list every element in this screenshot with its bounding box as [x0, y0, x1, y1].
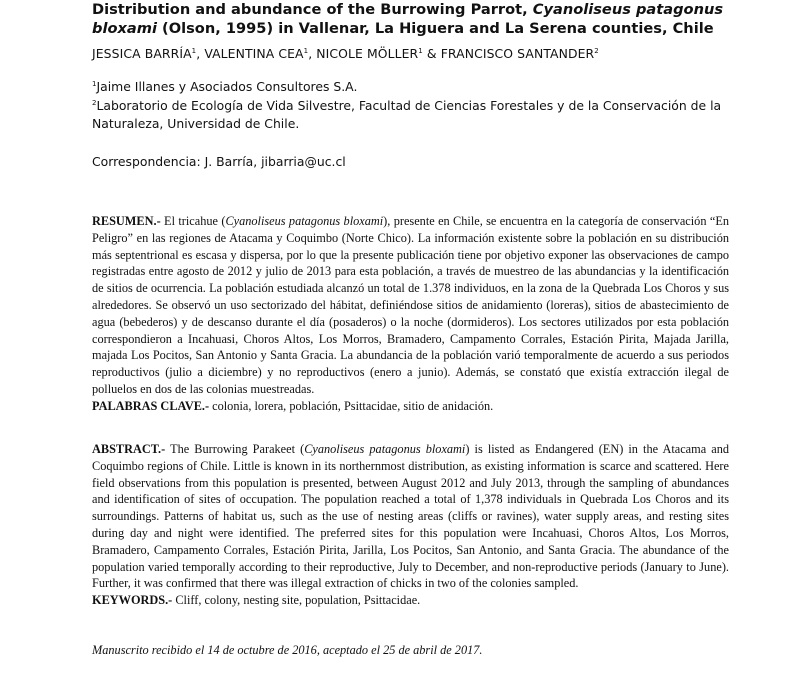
author-2: VALENTINA CEA$^1$,	[204, 46, 317, 61]
received-date-note: Manuscrito recibido el 14 de octubre de 2016, aceptado el 25 de abril de 2017.	[92, 643, 483, 657]
paper-title	[92, 0, 752, 38]
palabras-clave-heading: PALABRAS CLAVE.-	[92, 398, 210, 413]
resumen-section	[92, 213, 729, 415]
resumen-heading: RESUMEN.-	[92, 214, 161, 228]
title-part-1: Distribution and abundance of the Burrowing Parrot,	[92, 1, 533, 18]
abstract-section	[92, 441, 729, 609]
affiliation-2: $^2$Laboratorio de Ecología de Vida Silvestre, Facultad de Ciencias Forestales y de la Conservación de la Naturaleza, Universidad de Chile.	[92, 97, 722, 131]
abstract-species-name: Cyanoliseus patagonus bloxami	[304, 442, 466, 456]
resumen-paragraph: RESUMEN.- El tricahue (Cyanoliseus patagonus bloxami), presente en Chile, se encuentra en la categoría de conservación “En Peligro” en las regiones de Atacama y Coquimbo (Norte Chico). La información existente sobre la población en su distribución más septentrional es escasa y dispersa, por lo que la presente publicación tiene por objetivo exponer las observaciones de campo registradas entre agosto de 2012 y julio de 2013 para esta población, a través de muestreo de las abundancias y la identificación de sitios de ocurrencia. La población estudiada alcanzó un total de 1.378 individuos, en la zona de la Quebrada Los Choros y sus alrededores. Se observó un uso sectorizado del hábitat, definiéndose sitios de anidamiento (loreras), sitios de abastecimiento de agua (bebederos) y de descanso durante el día (posaderos) o la noche (dormideros). Los sectores utilizados por esta población correspondieron a Incahuasi, Choros Altos, Los Morros, Bramadero, Campamento Corrales, Estación Pirita, Majada Jarilla, majada Los Pocitos, San Antonio y Santa Gracia. La abundancia de la población varió temporalmente de acuerdo a sus periodos reproductivos (julio a diciembre) y no reproductivos (enero a junio). Además, se constató que existía extracción ilegal de polluelos en dos de las colonias muestreadas.	[92, 214, 729, 396]
author-4: FRANCISCO SANTANDER$^2$	[440, 46, 599, 61]
title-species-name: Cyanoliseus patagonus bloxami	[92, 1, 724, 37]
author-3: NICOLE MÖLLER$^1$ &	[316, 46, 441, 61]
correspondence: Correspondencia: J. Barría, jibarria@uc.cl	[92, 154, 346, 169]
abstract-heading: ABSTRACT.-	[92, 442, 166, 456]
affiliation-list	[92, 78, 732, 134]
keywords-heading: KEYWORDS.-	[92, 593, 173, 608]
keywords: KEYWORDS.- Cliff, colony, nesting site, population, Psittacidae.	[92, 593, 421, 608]
palabras-clave: PALABRAS CLAVE.- colonia, lorera, población, Psittacidae, sitio de anidación.	[92, 398, 494, 413]
author-1: JESSICA BARRÍA$^1$,	[92, 46, 205, 61]
title-part-2: (Olson, 1995) in Vallenar, La Higuera and La Serena counties, Chile	[156, 20, 714, 37]
resumen-species-name: Cyanoliseus patagonus bloxami	[225, 214, 384, 228]
author-list	[92, 45, 732, 62]
affiliation-1: $^1$Jaime Illanes y Asociados Consultores S.A.	[92, 79, 358, 94]
abstract-paragraph: ABSTRACT.- The Burrowing Parakeet (Cyanoliseus patagonus bloxami) is listed as Endangered (EN) in the Atacama and Coquimbo regions of Chile. Little is known in its northernmost distribution, as existing information is scarce and scattered. Here field observations from this population is presented, between August 2012 and July 2013, through the sampling of abundances and identification of sites of occupation. The population reached a total of 1,378 individuals in Quebrada Los Choros and its surroundings. Patterns of habitat us, such as the use of nesting areas (cliffs or ravines), water supply areas, and resting sites during day and night were identified. The preferred sites for this population were Incahuasi, Choros Altos, Los Morros, Bramadero, Campamento Corrales, Estación Pirita, Jarilla, Los Pocitos, San Antonio, and Santa Gracia. The abundance of the population varied temporally according to their reproductive, July to December, and non-reproductive periods (January to June). Further, it was confirmed that there was illegal extraction of chicks in two of the colonies sampled.	[92, 442, 730, 591]
